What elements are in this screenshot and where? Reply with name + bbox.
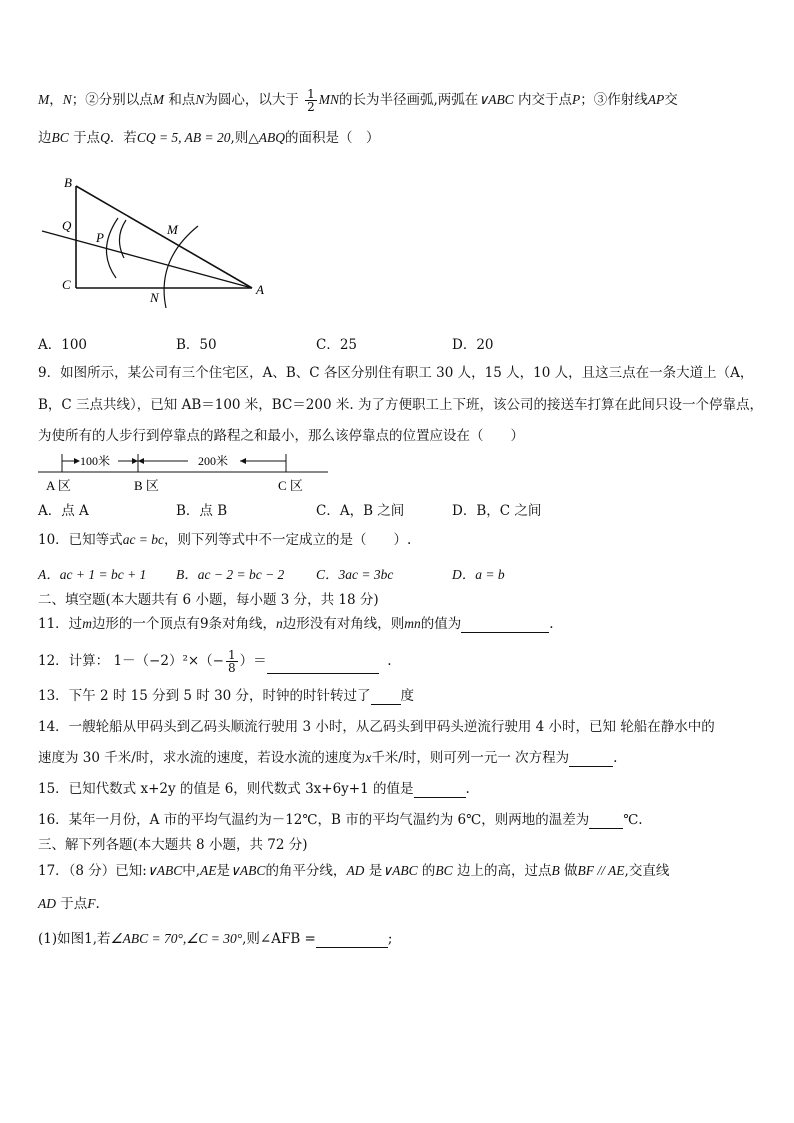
- text: 做: [564, 863, 578, 879]
- label-M: M: [167, 222, 178, 237]
- label-zone-b: B 区: [134, 478, 159, 493]
- text: 的角平分线，: [265, 863, 347, 879]
- q8-option-b[interactable]: B．50: [176, 337, 217, 353]
- answer-blank[interactable]: [267, 659, 379, 674]
- ray-AP: [42, 231, 252, 288]
- text: 边: [38, 130, 52, 146]
- q14-line-1: 14．一艘轮船从甲码头到乙码头顺流行驶用 3 小时，从乙码头到甲码头逆流行驶用 4 小时，已知 轮船在静水中的: [38, 719, 715, 735]
- label-B: B: [64, 175, 72, 190]
- text: B: [551, 863, 560, 878]
- q9-option-d[interactable]: D．B，C 之间: [452, 503, 542, 519]
- text: 的长为半径画弧,两弧在: [339, 92, 479, 108]
- text: 边形的一个顶点有: [91, 616, 200, 632]
- q9-line-2: B，C 三点共线），已知 AB＝100 米，BC＝200 米. 为了方便职工上下班，该公司的接送车打算在此间只设一个停靠点，: [38, 397, 763, 413]
- text: ∨ABC: [382, 863, 418, 878]
- text: 和点: [168, 92, 196, 108]
- q10-stem: [38, 531, 411, 549]
- q11: [38, 615, 554, 633]
- text: N: [62, 92, 72, 107]
- text: M: [152, 92, 165, 107]
- text: 条对角线，: [208, 616, 277, 632]
- distance-bc-label: 200米: [198, 454, 229, 468]
- text: 13．下午 2 时 15 分到 5 时 30 分，时钟的时针转过了: [38, 688, 371, 704]
- q14-line-2: [38, 749, 617, 767]
- text: 的值为: [420, 616, 462, 632]
- numerator: 1: [307, 87, 315, 101]
- text: 千米/时，则可列一元一 次方程为: [371, 750, 570, 766]
- q9-option-b[interactable]: B．点 B: [176, 503, 228, 519]
- fraction-one-eighth: [226, 649, 238, 674]
- q17-sub-1: [38, 930, 392, 948]
- text: .: [549, 616, 554, 632]
- text: 15．已知代数式 x+2y 的值是 6，则代数式 3x+6y+1 的值是: [38, 781, 414, 797]
- q10-option-c[interactable]: C．3ac = 3bc: [316, 567, 394, 582]
- text: Q: [100, 130, 110, 145]
- text: ,则△: [230, 130, 259, 146]
- q16: [38, 811, 643, 829]
- text: ∨ABC: [146, 863, 183, 878]
- denominator: 2: [307, 100, 315, 114]
- text: 边上的高，过点: [456, 863, 552, 879]
- text: m: [82, 616, 92, 631]
- text: ）＝: [239, 653, 267, 669]
- label-zone-c: C 区: [278, 478, 303, 493]
- q8-option-c[interactable]: C．25: [316, 337, 358, 353]
- q9-line-1: 9．如图所示，某公司有三个住宅区，A、B、C 各区分别住有职工 30 人，15 人，10 人，且这三点在一条大道上（A，: [38, 365, 754, 381]
- text: 16．某年一月份，A 市的平均气温约为－12℃，B 市的平均气温约为 6℃，则两地的温差为: [38, 812, 590, 828]
- text: 交: [664, 92, 678, 108]
- text: n: [276, 616, 283, 631]
- text: 的: [421, 863, 436, 879]
- label-Q: Q: [62, 218, 72, 233]
- text: P: [572, 92, 581, 107]
- q8-line-2: [38, 129, 379, 147]
- label-zone-a: A 区: [46, 478, 71, 493]
- text: N: [195, 92, 205, 107]
- text: ABQ: [258, 130, 285, 145]
- text: ，: [49, 92, 63, 108]
- text: 度: [400, 688, 415, 704]
- label-N: N: [150, 290, 159, 305]
- label-A: A: [256, 282, 264, 297]
- text: 速度为 30 千米/时，求水流的速度，若设水流的速度为: [38, 750, 366, 766]
- text: (1): [38, 931, 58, 947]
- text: BF // AE: [577, 863, 625, 878]
- q9-option-a[interactable]: A．点 A: [38, 503, 89, 519]
- text: ,则∠AFB =: [242, 931, 316, 947]
- text: ℃.: [623, 812, 643, 828]
- answer-blank[interactable]: [461, 618, 549, 633]
- q12: [38, 649, 392, 674]
- answer-blank[interactable]: [569, 752, 613, 767]
- text: .: [613, 750, 618, 766]
- text: ．若: [109, 130, 137, 146]
- text: ∠ABC = 70°,∠C = 30°: [110, 931, 243, 946]
- text: AE: [200, 863, 217, 878]
- text: BC: [51, 130, 69, 145]
- text: mn: [404, 616, 421, 631]
- q8-geometry-figure: [34, 168, 274, 310]
- text: 为圆心，以大于: [204, 92, 299, 108]
- text: ,交直线: [624, 863, 670, 879]
- q10-option-d[interactable]: D．a = b: [452, 567, 505, 582]
- arrowhead: [132, 458, 138, 464]
- text: .: [465, 781, 470, 797]
- q17-line-2: [38, 895, 100, 913]
- section-3-heading: 三、解下列各题(本大题共 8 小题，共 72 分): [38, 837, 308, 853]
- distance-ab-label: 100米: [80, 454, 111, 468]
- text: 于点: [73, 130, 101, 146]
- text: ；③作射线: [580, 92, 648, 108]
- text: M: [38, 92, 50, 107]
- q8-option-d[interactable]: D．20: [452, 337, 494, 353]
- text: ac = bc: [122, 532, 165, 547]
- q17-line-1: [38, 862, 669, 880]
- text: x: [365, 750, 372, 765]
- text: AP: [647, 92, 665, 107]
- label-P: P: [96, 230, 104, 245]
- answer-blank[interactable]: [316, 933, 388, 948]
- text: 11．过: [38, 616, 83, 632]
- text: AD: [38, 896, 56, 911]
- text: CQ = 5, AB = 20: [136, 130, 231, 145]
- arrowhead: [138, 458, 144, 464]
- answer-blank[interactable]: [371, 690, 401, 705]
- arrowhead: [240, 458, 246, 464]
- q9-option-c[interactable]: C．A，B 之间: [316, 503, 405, 519]
- fraction-one-half: [305, 88, 317, 113]
- text: ∨ABC: [478, 92, 514, 107]
- text: MN: [318, 92, 340, 107]
- arc-M-N: [164, 226, 198, 308]
- q8-line-1: [38, 88, 678, 113]
- q13: [38, 687, 414, 705]
- text: 是: [216, 863, 231, 879]
- text: ，则下列等式中不一定成立的是（ ）.: [164, 532, 412, 548]
- answer-blank[interactable]: [414, 783, 466, 798]
- numerator: 1: [228, 648, 236, 662]
- text: 边形没有对角线，则: [282, 616, 405, 632]
- label-C: C: [62, 277, 71, 292]
- arc-near-P: [106, 218, 118, 278]
- q10-option-a[interactable]: A．ac + 1 = bc + 1: [38, 567, 147, 582]
- text: 17．（8 分）已知:: [38, 863, 147, 879]
- text: ∨ABC: [230, 863, 266, 878]
- text: 9: [199, 616, 209, 632]
- text: F: [87, 896, 96, 911]
- q10-option-b[interactable]: B．ac − 2 = bc − 2: [176, 567, 285, 582]
- section-2-heading: 二、填空题(本大题共有 6 小题，每小题 3 分，共 18 分): [38, 592, 379, 608]
- text: .: [387, 653, 392, 669]
- text: BC: [435, 863, 453, 878]
- q8-option-a[interactable]: A．100: [38, 337, 88, 353]
- text: 中,: [182, 863, 201, 879]
- q9-road-figure: [38, 450, 338, 496]
- q9-line-3: 为使所有的人步行到停靠点的路程之和最小，那么该停靠点的位置应设在（ ）: [38, 428, 524, 444]
- text: 如图1,若: [57, 931, 111, 947]
- text: ；②分别以点: [71, 92, 153, 108]
- text: AD: [346, 863, 365, 878]
- text: ;: [387, 931, 393, 947]
- text: 的面积是（ ）: [284, 130, 380, 146]
- text: 内交于点: [518, 92, 572, 108]
- text: 于点: [60, 896, 88, 912]
- denominator: 8: [228, 661, 236, 675]
- text: .: [95, 896, 100, 912]
- text: 12．计算： 1－（−2）²×（−: [38, 653, 224, 669]
- q15: [38, 780, 470, 798]
- text: 10．已知等式: [38, 532, 123, 548]
- answer-blank[interactable]: [589, 814, 623, 829]
- text: 是: [368, 863, 383, 879]
